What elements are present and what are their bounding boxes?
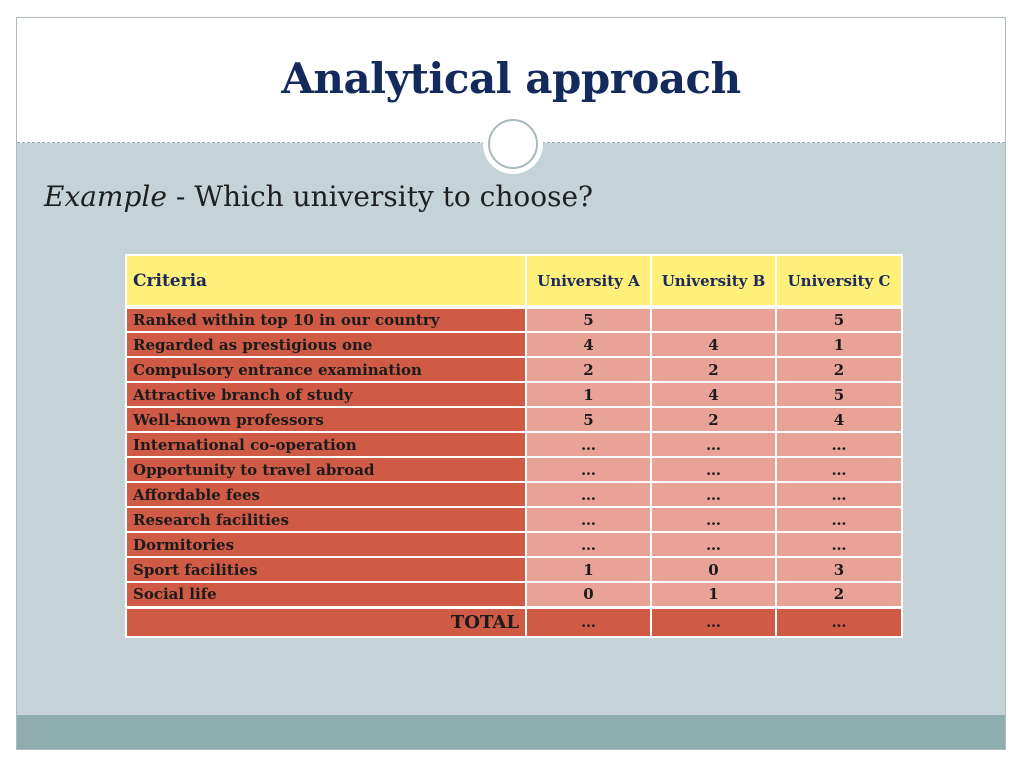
score-university-a: … (526, 532, 651, 557)
total-university-b: … (651, 607, 776, 637)
score-university-b: 4 (651, 332, 776, 357)
criterion-label: Dormitories (126, 532, 526, 557)
total-row (126, 607, 902, 637)
criteria-table (125, 254, 903, 638)
criterion-label: Sport facilities (126, 557, 526, 582)
score-university-b (651, 307, 776, 332)
score-university-b: … (651, 457, 776, 482)
score-university-c: 1 (776, 332, 902, 357)
score-university-a: 4 (526, 332, 651, 357)
table-row (126, 457, 902, 482)
score-university-c: … (776, 457, 902, 482)
slide-title: Analytical approach (281, 54, 741, 103)
table-row (126, 307, 902, 332)
subtitle-question: - Which university to choose? (166, 180, 594, 213)
table-header-row (126, 255, 902, 307)
criterion-label: Well-known professors (126, 407, 526, 432)
score-university-c: 2 (776, 582, 902, 607)
score-university-b: 4 (651, 382, 776, 407)
score-university-a: … (526, 457, 651, 482)
criterion-label: Regarded as prestigious one (126, 332, 526, 357)
score-university-c: … (776, 507, 902, 532)
score-university-c: … (776, 432, 902, 457)
header-university-b: University B (651, 255, 776, 307)
score-university-a: 1 (526, 557, 651, 582)
slide-subtitle (44, 180, 593, 213)
score-university-b: … (651, 507, 776, 532)
score-university-b: 0 (651, 557, 776, 582)
score-university-a: 0 (526, 582, 651, 607)
criterion-label: Opportunity to travel abroad (126, 457, 526, 482)
criterion-label: Research facilities (126, 507, 526, 532)
score-university-c: 2 (776, 357, 902, 382)
header-university-c: University C (776, 255, 902, 307)
total-label: TOTAL (126, 607, 526, 637)
table-row (126, 407, 902, 432)
table-row (126, 532, 902, 557)
criterion-label: International co-operation (126, 432, 526, 457)
score-university-c: … (776, 482, 902, 507)
score-university-c: 5 (776, 382, 902, 407)
table-row (126, 382, 902, 407)
score-university-b: … (651, 532, 776, 557)
score-university-a: 5 (526, 307, 651, 332)
score-university-b: 2 (651, 357, 776, 382)
score-university-b: … (651, 432, 776, 457)
criterion-label: Attractive branch of study (126, 382, 526, 407)
score-university-a: … (526, 432, 651, 457)
table-row (126, 582, 902, 607)
table-row (126, 357, 902, 382)
score-university-c: 3 (776, 557, 902, 582)
header-university-a: University A (526, 255, 651, 307)
criterion-label: Ranked within top 10 in our country (126, 307, 526, 332)
score-university-a: … (526, 507, 651, 532)
criterion-label: Compulsory entrance examination (126, 357, 526, 382)
table-row (126, 482, 902, 507)
score-university-a: … (526, 482, 651, 507)
total-university-c: … (776, 607, 902, 637)
footer-band (17, 715, 1005, 749)
criterion-label: Social life (126, 582, 526, 607)
score-university-a: 2 (526, 357, 651, 382)
score-university-a: 5 (526, 407, 651, 432)
total-university-a: … (526, 607, 651, 637)
score-university-b: 2 (651, 407, 776, 432)
table-row (126, 557, 902, 582)
score-university-a: 1 (526, 382, 651, 407)
header-criteria: Criteria (126, 255, 526, 307)
subtitle-example: Example (44, 180, 167, 213)
slide (16, 17, 1006, 750)
table-row (126, 507, 902, 532)
score-university-c: 5 (776, 307, 902, 332)
score-university-b: … (651, 482, 776, 507)
criterion-label: Affordable fees (126, 482, 526, 507)
table-row (126, 332, 902, 357)
table-row (126, 432, 902, 457)
score-university-b: 1 (651, 582, 776, 607)
circle-ornament-icon (488, 119, 538, 169)
score-university-c: 4 (776, 407, 902, 432)
score-university-c: … (776, 532, 902, 557)
